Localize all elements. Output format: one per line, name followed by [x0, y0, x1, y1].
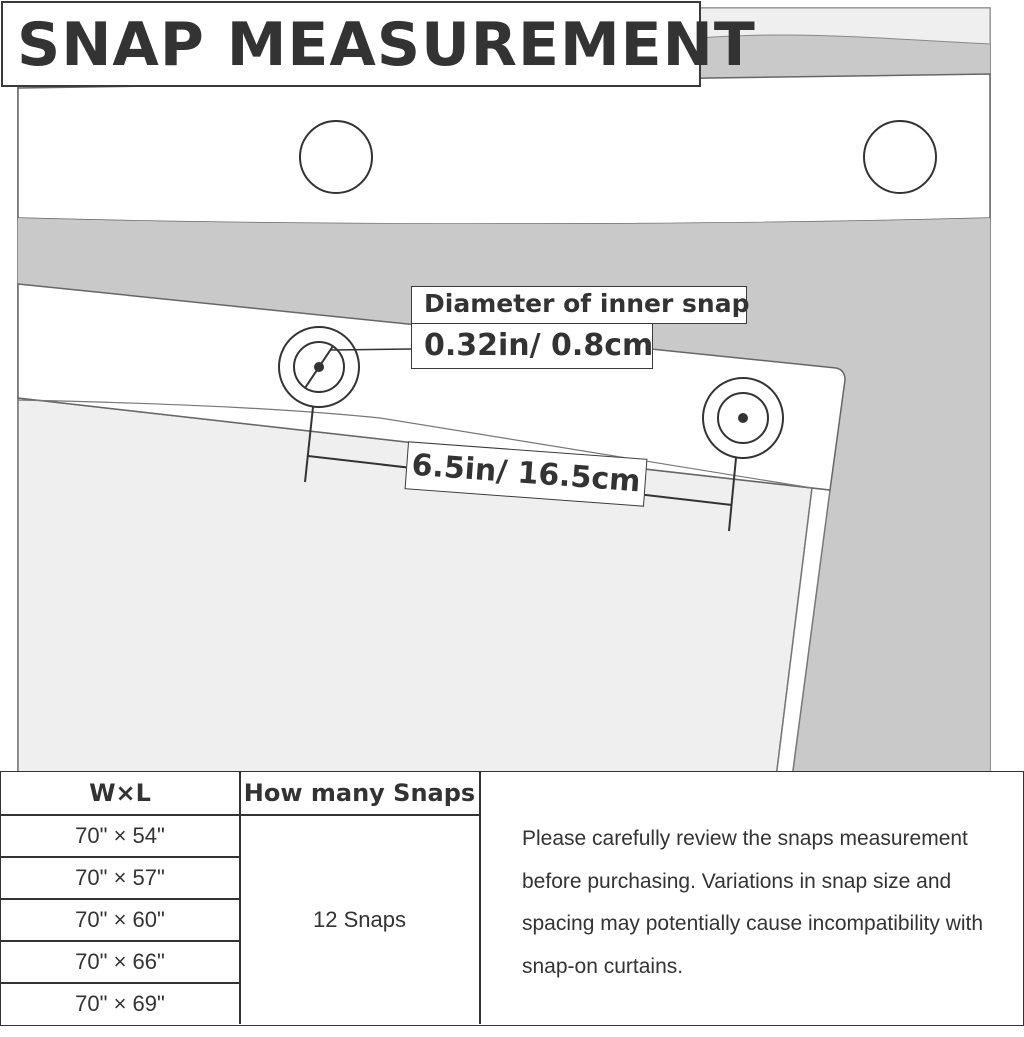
size-cell: 70" × 66": [75, 948, 165, 974]
size-cell: 70" × 54": [75, 822, 165, 848]
size-cell: 70" × 69": [75, 990, 165, 1016]
upper-curtain-strip: [18, 74, 990, 224]
spacing-value-label: 6.5in/ 16.5cm: [405, 441, 648, 506]
header-size: W×L: [89, 779, 151, 807]
page-title: SNAP MEASUREMENT: [17, 10, 756, 80]
size-cell: 70" × 57": [75, 864, 165, 890]
upper-snap-left: [300, 121, 372, 193]
purchase-note: Please carefully review the snaps measurement before purchasing. Variations in snap size and spacing may potentially cause incompatibility with snap-on curtains.: [522, 827, 984, 978]
header-snaps: How many Snaps: [243, 779, 476, 807]
diameter-value-label: 0.32in/ 0.8cm: [411, 323, 653, 369]
snaps-count-cell: 12 Snaps: [313, 906, 406, 932]
table-divider-v2: [479, 772, 481, 1024]
title-box: [1, 1, 756, 87]
snap-left-center: [314, 362, 324, 372]
size-cell: 70" × 60": [75, 906, 165, 932]
diameter-caption-label: Diameter of inner snap: [411, 286, 747, 324]
upper-snap-right: [864, 121, 936, 193]
diameter-leader-line: [331, 349, 411, 350]
snap-right-center: [738, 413, 748, 423]
